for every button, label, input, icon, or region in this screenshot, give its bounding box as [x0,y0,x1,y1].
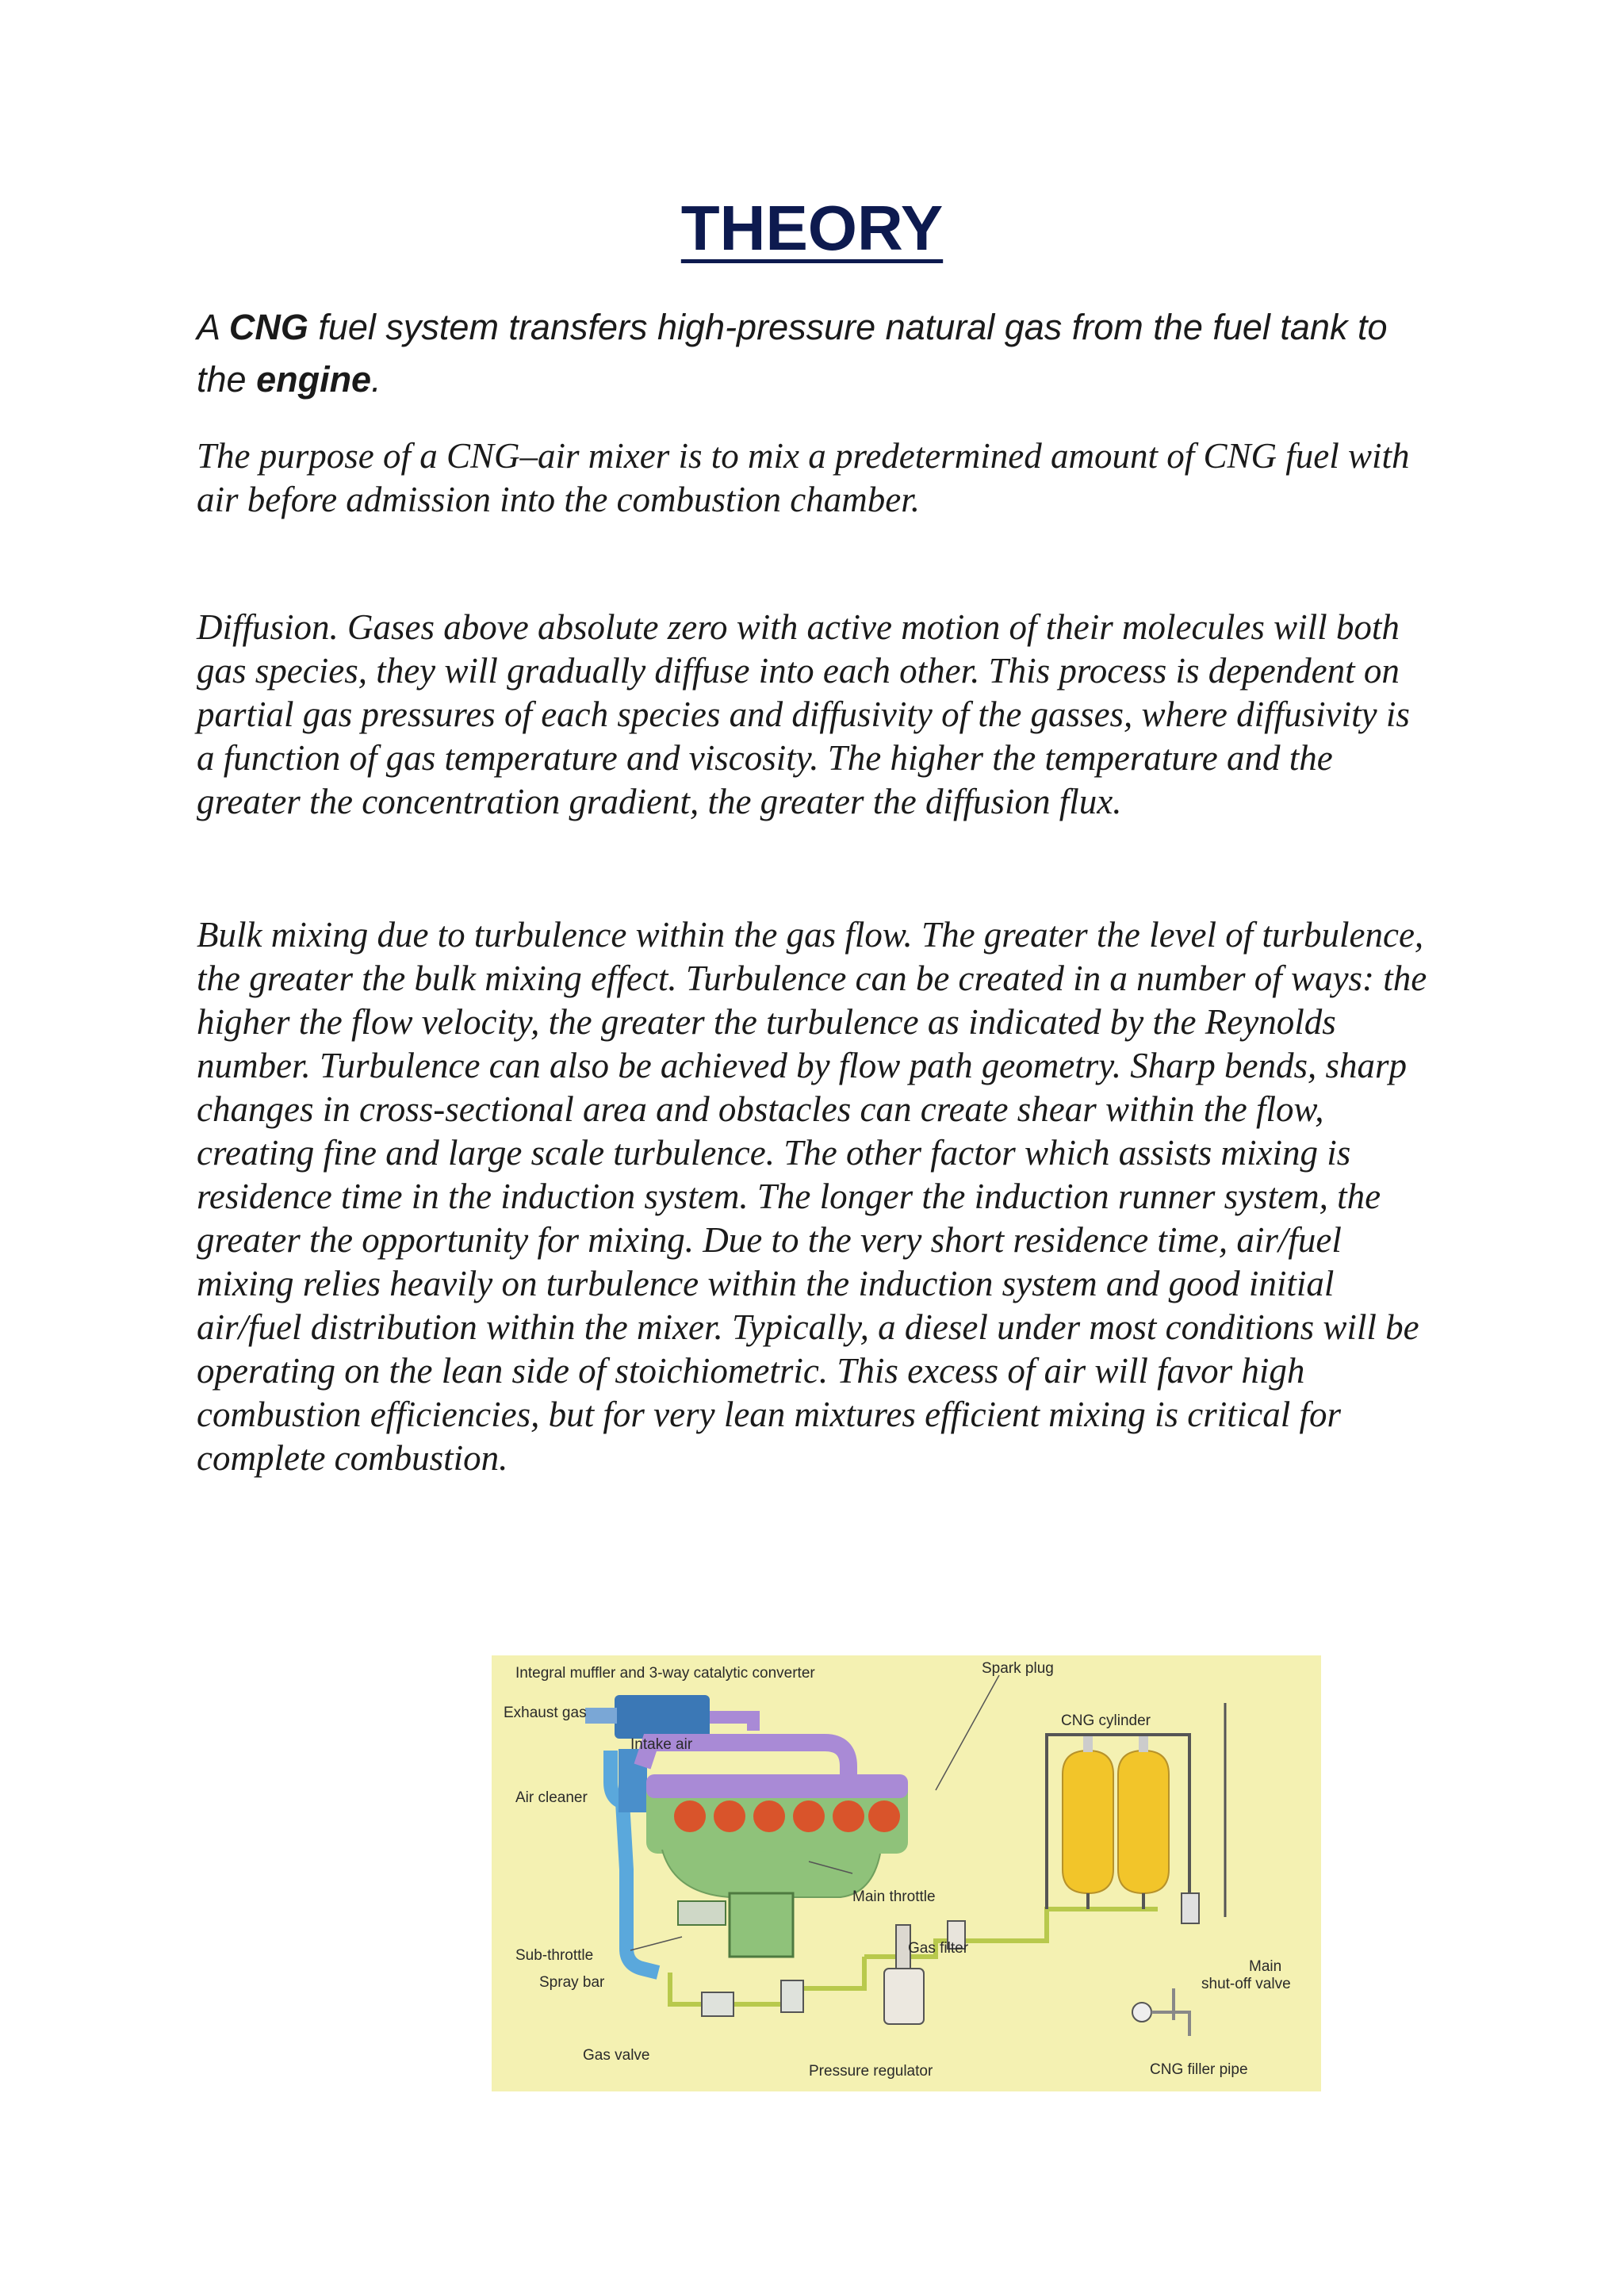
paragraph-diffusion: Diffusion. Gases above absolute zero with active motion of their molecules will both gas species, they will gradually diffuse into each other. This process is dependent on partial gas pressures of each species and diffusivity of the gasses, where diffusivity is a function of gas temperature and viscosity. The higher the temperature and the greater the concentration gradient, the greater the diffusion flux. [197,607,1410,821]
cng-system-illustration [492,1655,1321,2091]
label-gas-valve: Gas valve [583,2047,650,2064]
intro-paragraph: A CNG fuel system transfers high-pressure natural gas from the fuel tank to the engine. [197,307,1388,400]
label-shutoff-valve: shut-off valve [1201,1976,1291,1992]
main-shutoff-valve [1182,1893,1199,1923]
gas-valve [702,1992,733,2016]
label-spark-plug: Spark plug [982,1660,1054,1677]
muffler-converter [615,1695,710,1739]
cng-term: CNG [228,307,308,347]
label-pressure-regulator: Pressure regulator [809,2063,933,2080]
pressure-gauge [1132,2003,1151,2022]
label-air-cleaner: Air cleaner [515,1789,588,1806]
label-main-valve: Main [1249,1958,1282,1975]
label-sub-throttle: Sub-throttle [515,1947,594,1964]
label-muffler: Integral muffler and 3-way catalytic converter [515,1665,815,1682]
label-exhaust-gas: Exhaust gas [504,1705,587,1721]
pressure-regulator [884,1969,924,2024]
paragraph-mixer-purpose: The purpose of a CNG–air mixer is to mix a predetermined amount of CNG fuel with air before admission into the combustion chamber. [197,436,1410,519]
label-main-throttle: Main throttle [852,1888,936,1905]
engine-term: engine [256,359,372,400]
main-throttle-body [730,1893,793,1957]
label-gas-filter: Gas filter [908,1940,969,1957]
label-spray-bar: Spray bar [539,1974,605,1991]
page-title: THEORY [680,193,944,263]
cng-system-diagram [492,1655,1321,2091]
paragraph-bulk-mixing: Bulk mixing due to turbulence within the gas flow. The greater the level of turbulence, the greater the bulk mixing effect. Turbulence can be created in a number of ways: the higher the flow velocity, the greater the turbulence as indicated by the Reynolds number. Turbulence can also be achieved by flow path geometry. Sharp bends, sharp changes in cross-sectional area and obstacles can create shear within the flow, creating fine and large scale turbulence. The other factor which assists mixing is residence time in the induction system. The longer the induction runner system, the greater the opportunity for mixing. Due to the very short residence time, air/fuel mixing relies heavily on turbulence within the induction system and good initial air/fuel distribution within the mixer. Typically, a diesel under most conditions will be operating on the lean side of stoichiometric. This excess of air will favor high combustion efficiencies, but for very lean mixtures efficient mixing is critical for complete combustion. [197,915,1427,1478]
label-cng-filler-pipe: CNG filler pipe [1150,2061,1248,2078]
label-cng-cylinder: CNG cylinder [1061,1712,1151,1729]
label-intake-air: Intake air [630,1736,693,1753]
